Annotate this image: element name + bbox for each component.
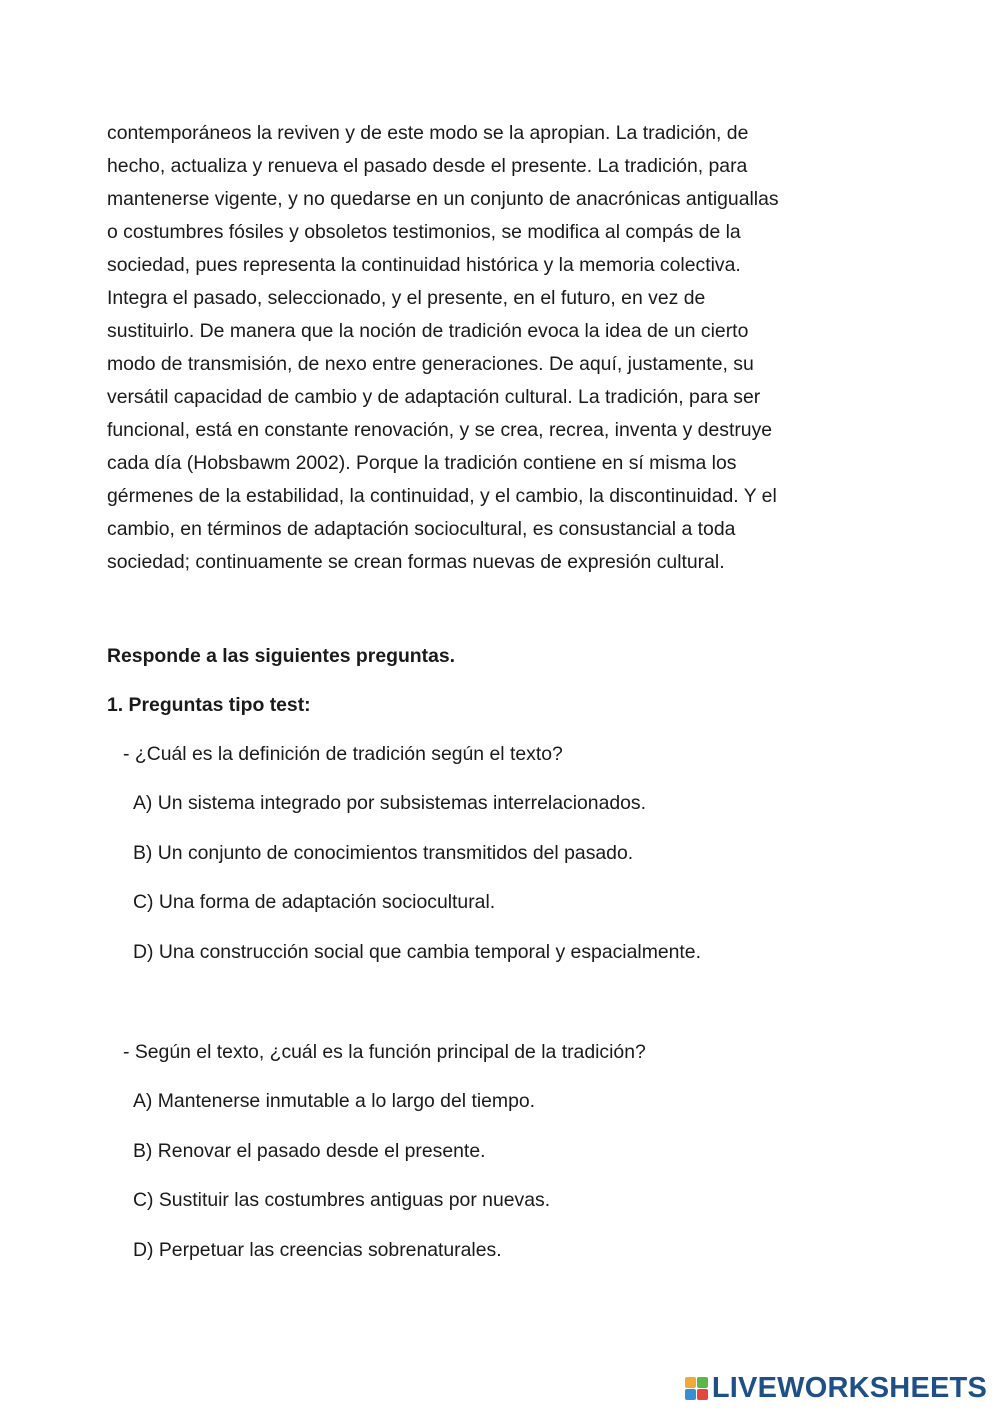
- paragraph-line: mantenerse vigente, y no quedarse en un conjunto de anacrónicas antiguallas: [107, 188, 779, 210]
- question-2-option-c[interactable]: C) Sustituir las costumbres antiguas por nuevas.: [133, 1189, 551, 1211]
- logo-cell: [697, 1377, 708, 1388]
- logo-cell: [685, 1377, 696, 1388]
- paragraph-line: cambio, en términos de adaptación sociocultural, es consustancial a toda: [107, 518, 736, 540]
- question-1-option-a[interactable]: A) Un sistema integrado por subsistemas interrelacionados.: [133, 792, 647, 814]
- paragraph-line: sustituirlo. De manera que la noción de tradición evoca la idea de un cierto: [107, 320, 749, 342]
- question-2-option-d[interactable]: D) Perpetuar las creencias sobrenaturales.: [133, 1239, 502, 1261]
- question-1-option-c[interactable]: C) Una forma de adaptación sociocultural.: [133, 891, 496, 913]
- paragraph-line: cada día (Hobsbawm 2002). Porque la tradición contiene en sí misma los: [107, 452, 737, 474]
- paragraph-line: contemporáneos la reviven y de este modo se la apropian. La tradición, de: [107, 122, 749, 144]
- question-1-text: - ¿Cuál es la definición de tradición según el texto?: [123, 743, 563, 765]
- question-2-option-a[interactable]: A) Mantenerse inmutable a lo largo del tiempo.: [133, 1090, 536, 1112]
- instructions-heading: Responde a las siguientes preguntas.: [107, 645, 456, 667]
- paragraph-line: funcional, está en constante renovación, y se crea, recrea, inventa y destruye: [107, 419, 773, 441]
- paragraph-line: hecho, actualiza y renueva el pasado desde el presente. La tradición, para: [107, 155, 748, 177]
- liveworksheets-logo-icon: [685, 1377, 708, 1400]
- paragraph-line: versátil capacidad de cambio y de adaptación cultural. La tradición, para ser: [107, 386, 761, 408]
- section-title: 1. Preguntas tipo test:: [107, 694, 311, 716]
- paragraph-line: gérmenes de la estabilidad, la continuidad, y el cambio, la discontinuidad. Y el: [107, 485, 777, 507]
- paragraph-line: o costumbres fósiles y obsoletos testimonios, se modifica al compás de la: [107, 221, 741, 243]
- logo-cell: [697, 1389, 708, 1400]
- paragraph-line: sociedad, pues representa la continuidad histórica y la memoria colectiva.: [107, 254, 741, 276]
- question-2-option-b[interactable]: B) Renovar el pasado desde el presente.: [133, 1140, 486, 1162]
- paragraph-line: sociedad; continuamente se crean formas nuevas de expresión cultural.: [107, 551, 725, 573]
- question-2-text: - Según el texto, ¿cuál es la función principal de la tradición?: [123, 1041, 646, 1063]
- liveworksheets-brand: [685, 1372, 987, 1404]
- brand-name: LIVEWORKSHEETS: [711, 1371, 987, 1404]
- paragraph-line: Integra el pasado, seleccionado, y el presente, en el futuro, en vez de: [107, 287, 706, 309]
- question-1-option-d[interactable]: D) Una construcción social que cambia temporal y espacialmente.: [133, 941, 701, 963]
- logo-cell: [685, 1389, 696, 1400]
- question-1-option-b[interactable]: B) Un conjunto de conocimientos transmitidos del pasado.: [133, 842, 634, 864]
- paragraph-line: modo de transmisión, de nexo entre generaciones. De aquí, justamente, su: [107, 353, 754, 375]
- reading-paragraph: [107, 117, 867, 579]
